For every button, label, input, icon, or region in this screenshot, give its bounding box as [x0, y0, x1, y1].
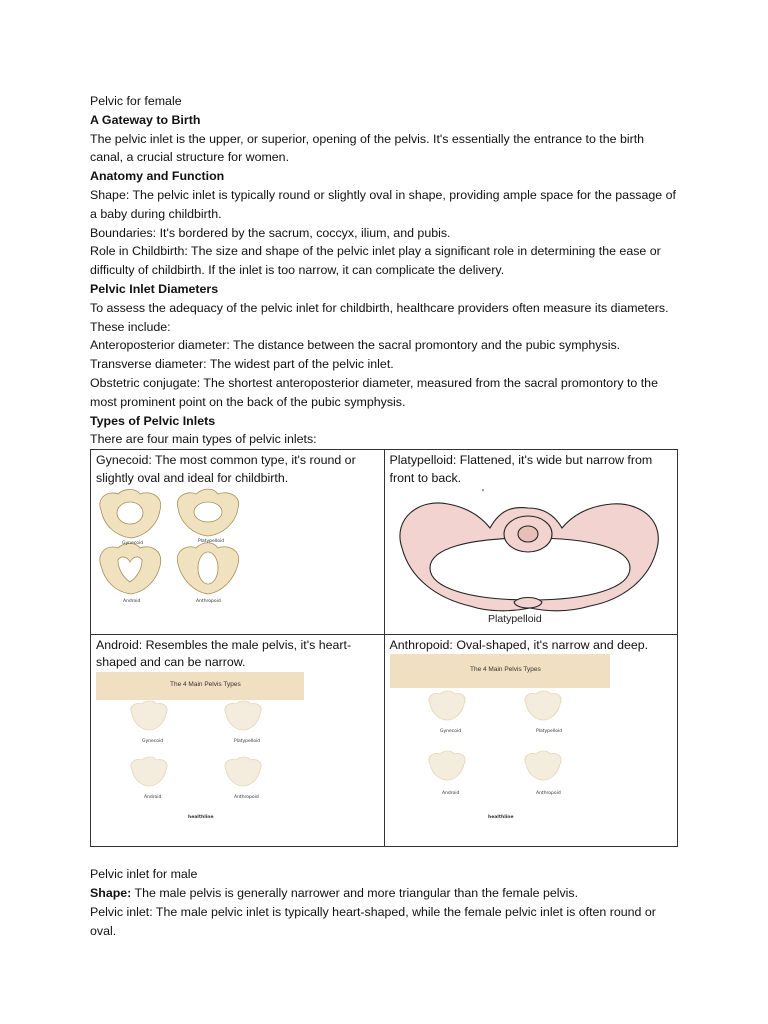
label-gynecoid-faint: Gynecoid — [439, 729, 461, 735]
label-android: Android — [123, 598, 141, 604]
heading-diameters: Pelvic Inlet Diameters — [90, 281, 219, 296]
platypelloid-text: Platypelloid: Flattened, it's wide but narrow from front to back. — [389, 453, 653, 485]
cell-platypelloid — [384, 450, 678, 634]
label-anthropoid: Anthropoid — [196, 598, 221, 604]
four-pelvis-figure-small — [96, 488, 256, 606]
brand-logo: healthline — [487, 815, 514, 821]
stray-mark: ' — [481, 487, 484, 499]
heading-gateway: A Gateway to Birth — [90, 112, 201, 127]
main-pelvis-types-figure-anthropoid — [390, 654, 610, 836]
paragraph-gateway: The pelvic inlet is the upper, or superior, opening of the pelvis. It's essentially the entrance to the birth canal, a crucial structure for women. — [90, 131, 645, 165]
paragraph-boundaries: Boundaries: It's bordered by the sacrum, coccyx, ilium, and pubis. — [90, 225, 451, 240]
paragraph-transverse: Transverse diameter: The widest part of the pelvic inlet. — [90, 357, 394, 372]
male-inlet-paragraph: Pelvic inlet: The male pelvic inlet is typically heart-shaped, while the female pelvic inlet is often round or oval. — [90, 904, 656, 938]
doc-title: Pelvic for female — [90, 94, 182, 108]
anthropoid-text: Anthropoid: Oval-shaped, it's narrow and deep. — [389, 637, 649, 652]
label-platypelloid: Platypelloid — [198, 538, 225, 544]
label-gynecoid-faint: Gynecoid — [142, 739, 164, 745]
paragraph-four-types: There are four main types of pelvic inlets: — [90, 432, 317, 447]
paragraph-shape: Shape: The pelvic inlet is typically round or slightly oval in shape, providing ample space for the passage of a baby during childbirth. — [90, 187, 676, 221]
label-gynecoid: Gynecoid — [122, 540, 144, 546]
paragraph-obstetric: Obstetric conjugate: The shortest anteroposterior diameter, measured from the sacral promontory to the most prominent point on the back of the pubic symphysis. — [90, 375, 658, 409]
label-android-faint: Android — [441, 791, 459, 797]
document-body — [90, 92, 680, 940]
banner-title: The 4 Main Pelvis Types — [170, 681, 241, 689]
paragraph-role: Role in Childbirth: The size and shape of the pelvic inlet play a significant role in determining the ease or difficulty of childbirth. If the inlet is too narrow, it can complicate the delivery. — [90, 244, 661, 278]
male-shape-label: Shape: — [90, 885, 132, 900]
cell-anthropoid — [384, 634, 678, 847]
cell-android — [91, 634, 385, 847]
heading-types: Types of Pelvic Inlets — [90, 413, 216, 428]
male-title: Pelvic inlet for male — [90, 867, 198, 882]
heading-anatomy: Anatomy and Function — [90, 169, 225, 184]
label-anthropoid-faint: Anthropoid — [234, 795, 259, 801]
pelvis-types-table — [90, 449, 678, 847]
android-text: Android: Resembles the male pelvis, it's heart-shaped and can be narrow. — [96, 637, 352, 670]
label-platypelloid-faint: Platypelloid — [234, 739, 261, 745]
male-shape-text: The male pelvis is generally narrower and more triangular than the female pelvis. — [131, 885, 579, 900]
pelvis-icon — [428, 691, 560, 780]
main-pelvis-types-figure-android — [96, 672, 304, 836]
pelvis-icon — [399, 503, 657, 611]
male-section — [90, 865, 680, 940]
gynecoid-text: Gynecoid: The most common type, it's round or slightly oval and ideal for childbirth. — [96, 453, 356, 485]
cell-gynecoid — [91, 450, 385, 634]
brand-logo: healthline — [188, 815, 214, 821]
label-platypelloid-faint: Platypelloid — [535, 729, 562, 735]
male-shape-paragraph — [90, 884, 680, 903]
platypelloid-caption: Platypelloid — [487, 612, 542, 624]
banner-title: The 4 Main Pelvis Types — [469, 666, 541, 674]
platypelloid-figure — [390, 488, 670, 624]
paragraph-anteroposterior: Anteroposterior diameter: The distance between the sacral promontory and the pubic symphysis. — [90, 338, 621, 353]
paragraph-assess: To assess the adequacy of the pelvic inlet for childbirth, healthcare providers often measure its diameters. These include: — [90, 300, 669, 334]
label-android-faint: Android — [144, 795, 162, 801]
label-anthropoid-faint: Anthropoid — [535, 791, 561, 797]
